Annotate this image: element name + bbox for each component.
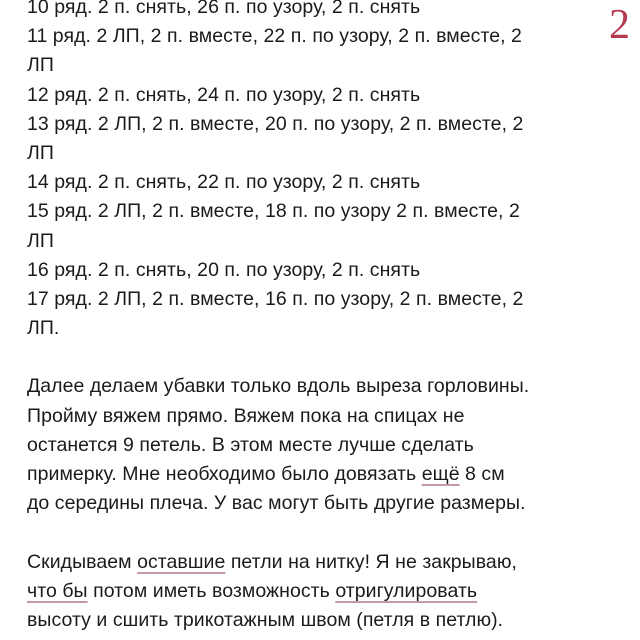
text-segment: петли на нитку! Я не закрываю, xyxy=(225,550,517,573)
paragraph-decreases xyxy=(27,372,602,518)
underlined-word-ostavshie[interactable]: оставшие xyxy=(137,550,226,573)
underlined-word-esche[interactable]: ещё xyxy=(421,463,460,485)
page-number: 2 xyxy=(609,2,630,48)
row-line: 13 ряд. 2 ЛП, 2 п. вместе, 20 п. по узору, 2 п. вместе, 2 xyxy=(27,112,524,135)
instructions-text xyxy=(27,0,602,635)
row-line: 12 ряд. 2 п. снять, 24 п. по узору, 2 п. снять xyxy=(27,83,421,106)
row-line: 17 ряд. 2 ЛП, 2 п. вместе, 16 п. по узору, 2 п. вместе, 2 xyxy=(27,287,524,310)
row-line: ЛП xyxy=(27,141,54,164)
text-segment: примерку. Мне необходимо было довязать xyxy=(27,463,422,485)
paragraph-cast-off xyxy=(27,548,602,636)
paragraph-line: останется 9 петель. В этом месте лучше сделать xyxy=(27,433,474,456)
paragraph-line: высоту и сшить трикотажным швом (петля в петлю). xyxy=(27,608,504,631)
paragraph-gap xyxy=(27,343,602,372)
paragraph-line xyxy=(27,460,602,489)
row-line: ЛП xyxy=(27,54,54,77)
row-line: 15 ряд. 2 ЛП, 2 п. вместе, 18 п. по узору 2 п. вместе, 2 xyxy=(27,200,520,223)
paragraph-line: до середины плеча. У вас могут быть другие размеры. xyxy=(27,492,526,515)
text-segment: потом иметь возможность xyxy=(87,579,336,602)
paragraph-line xyxy=(27,577,602,606)
row-line: 16 ряд. 2 п. снять, 20 п. по узору, 2 п. снять xyxy=(27,258,421,281)
text-segment: Скидываем xyxy=(27,550,138,573)
paragraph-line: Пройму вяжем прямо. Вяжем пока на спицах не xyxy=(27,404,465,427)
underlined-word-otrigulirovat[interactable]: отригулировать xyxy=(335,579,478,602)
row-line: 10 ряд. 2 п. снять, 26 п. по узору, 2 п. снять xyxy=(27,0,421,18)
row-line: ЛП xyxy=(27,229,54,252)
paragraph-line: Далее делаем убавки только вдоль выреза горловины. xyxy=(27,375,530,398)
text-segment: 8 см xyxy=(459,463,505,485)
row-line: 11 ряд. 2 ЛП, 2 п. вместе, 22 п. по узору, 2 п. вместе, 2 xyxy=(27,25,522,48)
paragraph-gap xyxy=(27,518,602,547)
row-line: 14 ряд. 2 п. снять, 22 п. по узору, 2 п. снять xyxy=(27,171,421,194)
row-line: ЛП. xyxy=(27,317,60,340)
paragraph-line xyxy=(27,548,602,577)
underlined-word-chto-by[interactable]: что бы xyxy=(27,579,88,602)
